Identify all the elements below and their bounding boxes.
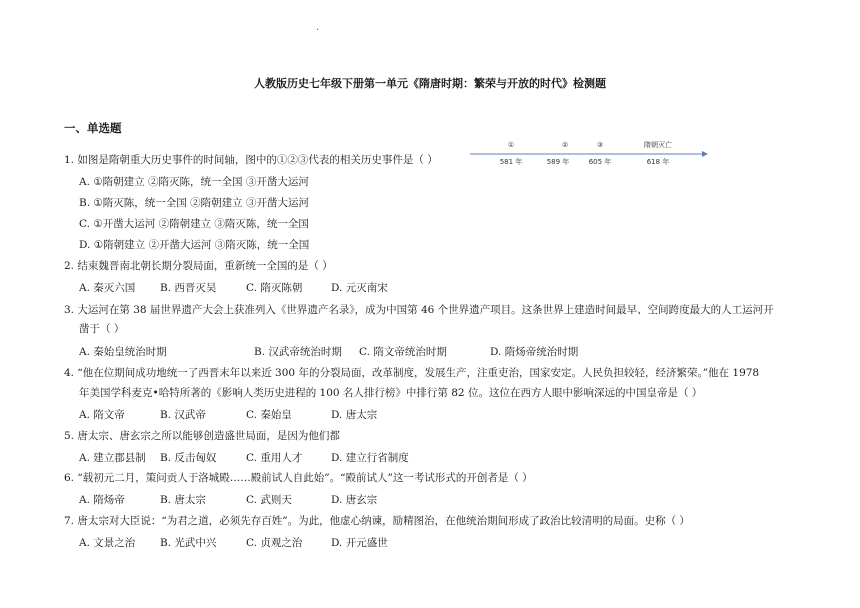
- question-3-option-b[interactable]: B. 汉武帝统治时期: [254, 346, 342, 358]
- question-4-option-c[interactable]: C. 秦始皇: [246, 409, 292, 421]
- question-4-option-d[interactable]: D. 唐太宗: [331, 409, 378, 421]
- question-3-option-a[interactable]: A. 秦始皇统治时期: [79, 346, 167, 358]
- timeline-year: 618 年: [646, 158, 670, 166]
- timeline-label: ③: [596, 141, 604, 149]
- question-7-option-c[interactable]: C. 贞观之治: [246, 537, 303, 549]
- question-5-option-d[interactable]: D. 建立行省制度: [331, 452, 409, 464]
- timeline-label: ①: [507, 141, 515, 149]
- question-2-option-a[interactable]: A. 秦灭六国: [79, 282, 136, 294]
- question-6-stem: 6. “载初元二月，策问贡人于洛城殿……殿前试人自此始”。“殿前试人”这一考试形式的开创者是（ ）: [64, 472, 533, 484]
- question-7-stem: 7. 唐太宗对大臣说：“为君之道，必须先存百姓”。为此，他虚心纳谏，励精图治，在他统治期间形成了政治比较清明的局面。史称（ ）: [64, 515, 690, 527]
- question-1-stem: 1. 如图是隋朝重大历史事件的时间轴，图中的①②③代表的相关历史事件是（ ）: [64, 154, 438, 166]
- question-2-option-d[interactable]: D. 元灭南宋: [331, 282, 388, 294]
- question-1-option-a[interactable]: A. ①隋朝建立 ②隋灭陈，统一全国 ③开凿大运河: [79, 176, 309, 188]
- question-7-option-d[interactable]: D. 开元盛世: [331, 537, 388, 549]
- question-3-option-c[interactable]: C. 隋文帝统治时期: [359, 346, 447, 358]
- page-title: 人教版历史七年级下册第一单元《隋唐时期：繁荣与开放的时代》检测题: [254, 77, 606, 90]
- timeline-year: 589 年: [546, 158, 570, 166]
- header-dot: .: [316, 22, 320, 33]
- question-5-option-a[interactable]: A. 建立郡县制: [79, 452, 146, 464]
- timeline-label: 隋朝灭亡: [644, 141, 672, 149]
- question-4-option-b[interactable]: B. 汉武帝: [160, 409, 206, 421]
- timeline-arrow-icon: [702, 151, 708, 157]
- question-6-option-a[interactable]: A. 隋炀帝: [79, 494, 125, 506]
- section-heading: 一、单选题: [64, 121, 122, 135]
- timeline-year: 605 年: [588, 158, 612, 166]
- timeline-year: 581 年: [499, 158, 523, 166]
- question-7-option-a[interactable]: A. 文景之治: [79, 537, 136, 549]
- question-2-option-b[interactable]: B. 西晋灭吴: [160, 282, 217, 294]
- question-4-stem: 4. “他在位期间成功地统一了西晋末年以来近 300 年的分裂局面，改革制度，发展生产，注重吏治，国家安定。人民负担较轻，经济繁荣。”他在 1978: [64, 367, 760, 379]
- question-5-option-b[interactable]: B. 反击匈奴: [160, 452, 217, 464]
- question-2-option-c[interactable]: C. 隋灭陈朝: [246, 282, 303, 294]
- question-3-stem: 3. 大运河在第 38 届世界遗产大会上获准列入《世界遗产名录》，成为中国第 46 个世界遗产项目。这条世界上建造时间最早、空间跨度最大的人工运河开: [64, 304, 774, 316]
- timeline-label: ②: [561, 141, 569, 149]
- question-3-stem-cont: 凿于（ ）: [79, 323, 125, 335]
- question-1-option-d[interactable]: D. ①隋朝建立 ②开凿大运河 ③隋灭陈，统一全国: [79, 239, 310, 251]
- question-7-option-b[interactable]: B. 光武中兴: [160, 537, 217, 549]
- question-5-option-c[interactable]: C. 重用人才: [246, 452, 303, 464]
- timeline-figure: [470, 138, 710, 168]
- question-4-option-a[interactable]: A. 隋文帝: [79, 409, 125, 421]
- question-6-option-c[interactable]: C. 武则天: [246, 494, 292, 506]
- question-1-option-b[interactable]: B. ①隋灭陈，统一全国 ②隋朝建立 ③开凿大运河: [79, 197, 309, 209]
- question-6-option-b[interactable]: B. 唐太宗: [160, 494, 206, 506]
- question-1-option-c[interactable]: C. ①开凿大运河 ②隋朝建立 ③隋灭陈，统一全国: [79, 218, 309, 230]
- question-4-stem-cont: 年美国学科麦克•哈特所著的《影响人类历史进程的 100 名人排行榜》中排行第 82 位。这位在西方人眼中影响深远的中国皇帝是（ ）: [79, 387, 703, 399]
- question-6-option-d[interactable]: D. 唐玄宗: [331, 494, 378, 506]
- question-3-option-d[interactable]: D. 隋炀帝统治时期: [490, 346, 579, 358]
- question-5-stem: 5. 唐太宗、唐玄宗之所以能够创造盛世局面，是因为他们都: [64, 430, 340, 442]
- question-2-stem: 2. 结束魏晋南北朝长期分裂局面，重新统一全国的是（ ）: [64, 260, 333, 272]
